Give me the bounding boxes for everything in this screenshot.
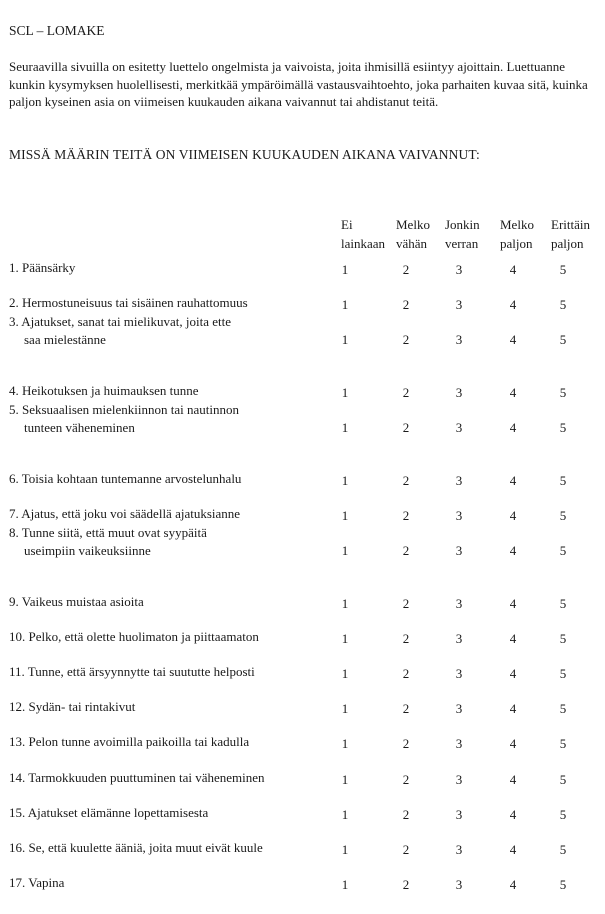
answer-option-1[interactable]: 1 <box>341 543 349 558</box>
answer-option-1[interactable]: 1 <box>341 736 349 751</box>
answer-option-3[interactable]: 3 <box>455 736 463 751</box>
answer-option-4[interactable]: 4 <box>509 877 517 892</box>
answer-option-1[interactable]: 1 <box>341 877 349 892</box>
answer-option-4[interactable]: 4 <box>509 297 517 312</box>
item-text: 5. Seksuaalisen mielenkiinnon tai nautinnon <box>9 402 239 417</box>
item-label-5 <box>9 401 239 437</box>
answer-option-5[interactable]: 5 <box>559 701 567 716</box>
answer-option-2[interactable]: 2 <box>402 332 410 347</box>
item-text: 12. Sydän- tai rintakivut <box>9 699 136 714</box>
answer-option-3[interactable]: 3 <box>455 596 463 611</box>
item-label-16 <box>9 839 263 857</box>
scale-header-2: Melko vähän <box>396 217 430 251</box>
scale-header-4: Melko paljon <box>500 217 534 251</box>
item-text-continued: useimpiin vaikeuksiinne <box>24 543 151 558</box>
item-label-1 <box>9 259 75 277</box>
answer-option-1[interactable]: 1 <box>341 262 349 277</box>
item-label-8 <box>9 524 207 560</box>
item-label-6 <box>9 470 241 488</box>
answer-option-2[interactable]: 2 <box>402 385 410 400</box>
answer-option-2[interactable]: 2 <box>402 666 410 681</box>
item-text: 11. Tunne, että ärsyynnytte tai suututte helposti <box>9 664 255 679</box>
answer-option-5[interactable]: 5 <box>559 736 567 751</box>
item-text: 1. Päänsärky <box>9 260 76 275</box>
answer-option-4[interactable]: 4 <box>509 596 517 611</box>
item-text: 14. Tarmokkuuden puuttuminen tai väheneminen <box>9 770 265 785</box>
item-label-15 <box>9 804 208 822</box>
answer-option-4[interactable]: 4 <box>509 631 517 646</box>
answer-option-4[interactable]: 4 <box>509 385 517 400</box>
item-label-10 <box>9 628 259 646</box>
answer-option-5[interactable]: 5 <box>559 332 567 347</box>
item-text: 2. Hermostuneisuus tai sisäinen rauhattomuus <box>9 295 248 310</box>
answer-option-1[interactable]: 1 <box>341 772 349 787</box>
item-label-11 <box>9 663 255 681</box>
item-text: 6. Toisia kohtaan tuntemanne arvostelunhalu <box>9 471 242 486</box>
answer-option-1[interactable]: 1 <box>341 596 349 611</box>
answer-option-4[interactable]: 4 <box>509 701 517 716</box>
answer-option-2[interactable]: 2 <box>402 262 410 277</box>
item-text: 16. Se, että kuulette ääniä, joita muut eivät kuule <box>9 840 263 855</box>
item-text: 13. Pelon tunne avoimilla paikoilla tai kadulla <box>9 734 250 749</box>
answer-option-3[interactable]: 3 <box>455 543 463 558</box>
answer-option-2[interactable]: 2 <box>402 877 410 892</box>
answer-option-1[interactable]: 1 <box>341 666 349 681</box>
answer-option-5[interactable]: 5 <box>559 596 567 611</box>
item-label-17 <box>9 874 64 892</box>
answer-option-3[interactable]: 3 <box>455 807 463 822</box>
answer-option-5[interactable]: 5 <box>559 666 567 681</box>
answer-option-3[interactable]: 3 <box>455 842 463 857</box>
answer-option-2[interactable]: 2 <box>402 596 410 611</box>
answer-option-5[interactable]: 5 <box>559 473 567 488</box>
answer-option-3[interactable]: 3 <box>455 332 463 347</box>
item-label-12 <box>9 698 135 716</box>
answer-option-1[interactable]: 1 <box>341 332 349 347</box>
answer-option-5[interactable]: 5 <box>559 508 567 523</box>
answer-option-3[interactable]: 3 <box>455 508 463 523</box>
answer-option-4[interactable]: 4 <box>509 842 517 857</box>
answer-option-5[interactable]: 5 <box>559 842 567 857</box>
answer-option-5[interactable]: 5 <box>559 631 567 646</box>
answer-option-4[interactable]: 4 <box>509 420 517 435</box>
answer-option-5[interactable]: 5 <box>559 262 567 277</box>
item-label-3 <box>9 313 231 349</box>
answer-option-4[interactable]: 4 <box>509 332 517 347</box>
answer-option-3[interactable]: 3 <box>455 262 463 277</box>
item-text: 3. Ajatukset, sanat tai mielikuvat, joita ette <box>9 314 232 329</box>
answer-option-5[interactable]: 5 <box>559 807 567 822</box>
answer-option-2[interactable]: 2 <box>402 473 410 488</box>
answer-option-3[interactable]: 3 <box>455 385 463 400</box>
form-title: SCL – LOMAKE <box>9 23 105 38</box>
item-text: 4. Heikotuksen ja huimauksen tunne <box>9 383 199 398</box>
answer-option-2[interactable]: 2 <box>402 420 410 435</box>
item-text-continued: tunteen väheneminen <box>24 420 135 435</box>
answer-option-2[interactable]: 2 <box>402 543 410 558</box>
answer-option-4[interactable]: 4 <box>509 262 517 277</box>
answer-option-5[interactable]: 5 <box>559 420 567 435</box>
item-label-14 <box>9 769 265 787</box>
answer-option-4[interactable]: 4 <box>509 807 517 822</box>
form-instructions: Seuraavilla sivuilla on esitetty luettelo ongelmista ja vaivoista, joita ihmisillä esiintyy ajoittain. Luettuanne kunkin kysymyksen huolellisesti, merkitkää ympäröimällä vastausvaihtoehto, joka parhaiten kuvaa sitä, kuinka paljon kyseinen asia on viimeisen kuukauden aikana vaivannut tai ahdistanut teitä. <box>9 59 588 109</box>
item-label-7 <box>9 505 240 523</box>
scale-header-5: Erittäin paljon <box>551 217 590 251</box>
answer-option-2[interactable]: 2 <box>402 631 410 646</box>
answer-option-3[interactable]: 3 <box>455 772 463 787</box>
answer-option-1[interactable]: 1 <box>341 807 349 822</box>
answer-option-4[interactable]: 4 <box>509 666 517 681</box>
item-text: 17. Vapina <box>9 875 65 890</box>
item-label-2 <box>9 294 248 312</box>
answer-option-1[interactable]: 1 <box>341 631 349 646</box>
item-label-13 <box>9 733 249 751</box>
item-label-9 <box>9 593 144 611</box>
answer-option-2[interactable]: 2 <box>402 772 410 787</box>
answer-option-3[interactable]: 3 <box>455 877 463 892</box>
answer-option-5[interactable]: 5 <box>559 385 567 400</box>
answer-option-3[interactable]: 3 <box>455 701 463 716</box>
answer-option-3[interactable]: 3 <box>455 473 463 488</box>
answer-option-1[interactable]: 1 <box>341 420 349 435</box>
answer-option-4[interactable]: 4 <box>509 772 517 787</box>
item-text: 9. Vaikeus muistaa asioita <box>9 594 144 609</box>
answer-option-2[interactable]: 2 <box>402 736 410 751</box>
answer-option-1[interactable]: 1 <box>341 842 349 857</box>
item-text-continued: saa mielestänne <box>24 332 106 347</box>
answer-option-5[interactable]: 5 <box>559 877 567 892</box>
item-text: 7. Ajatus, että joku voi säädellä ajatuksianne <box>9 506 241 521</box>
answer-option-3[interactable]: 3 <box>455 631 463 646</box>
answer-option-4[interactable]: 4 <box>509 543 517 558</box>
answer-option-4[interactable]: 4 <box>509 473 517 488</box>
answer-option-5[interactable]: 5 <box>559 543 567 558</box>
answer-option-3[interactable]: 3 <box>455 666 463 681</box>
answer-option-4[interactable]: 4 <box>509 508 517 523</box>
answer-option-3[interactable]: 3 <box>455 297 463 312</box>
answer-option-2[interactable]: 2 <box>402 297 410 312</box>
item-label-4 <box>9 382 199 400</box>
answer-option-2[interactable]: 2 <box>402 701 410 716</box>
scale-header-3: Jonkin verran <box>445 217 480 251</box>
answer-option-2[interactable]: 2 <box>402 842 410 857</box>
answer-option-5[interactable]: 5 <box>559 297 567 312</box>
item-text: 10. Pelko, että olette huolimaton ja piittaamaton <box>9 629 259 644</box>
answer-option-1[interactable]: 1 <box>341 385 349 400</box>
form-question: MISSÄ MÄÄRIN TEITÄ ON VIIMEISEN KUUKAUDEN AIKANA VAIVANNUT: <box>9 147 480 162</box>
answer-option-1[interactable]: 1 <box>341 508 349 523</box>
answer-option-4[interactable]: 4 <box>509 736 517 751</box>
answer-option-1[interactable]: 1 <box>341 701 349 716</box>
answer-option-1[interactable]: 1 <box>341 473 349 488</box>
answer-option-5[interactable]: 5 <box>559 772 567 787</box>
answer-option-3[interactable]: 3 <box>455 420 463 435</box>
answer-option-2[interactable]: 2 <box>402 508 410 523</box>
answer-option-2[interactable]: 2 <box>402 807 410 822</box>
scale-header-1: Ei lainkaan <box>341 217 386 251</box>
item-text: 8. Tunne siitä, että muut ovat syypäitä <box>9 525 207 540</box>
item-text: 15. Ajatukset elämänne lopettamisesta <box>9 805 209 820</box>
answer-option-1[interactable]: 1 <box>341 297 349 312</box>
